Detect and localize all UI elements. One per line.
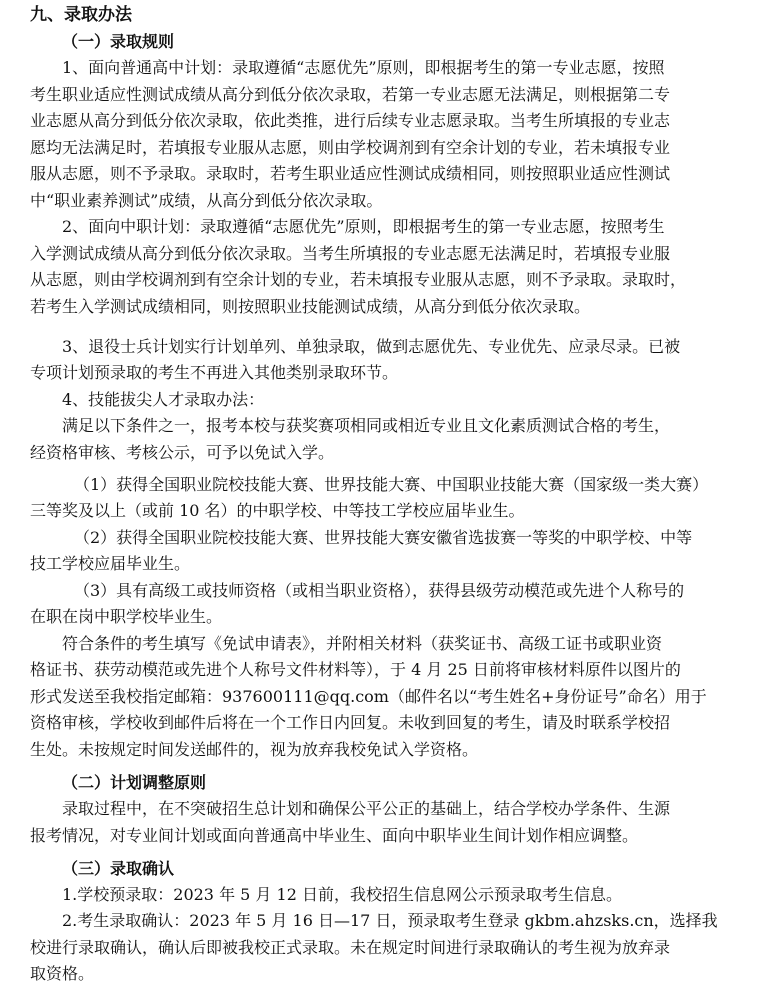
text-line: 形式发送至我校指定邮箱：937600111@qq.com（邮件名以“考生姓名+身份证号”命名）用于 xyxy=(30,687,707,706)
text-line: 4、技能拔尖人才录取办法： xyxy=(62,390,265,409)
text-line: 若考生入学测试成绩相同，则按照职业技能测试成绩，从高分到低分依次录取。 xyxy=(30,297,591,316)
text-line: （2）获得全国职业院校技能大赛、世界技能大赛安徽省选拔赛一等奖的中职学校、中等 xyxy=(74,528,693,547)
text-line: 考生职业适应性测试成绩从高分到低分依次录取，若第一专业志愿无法满足，则根据第二专 xyxy=(30,85,671,104)
text-line: 2、面向中职计划：录取遵循“志愿优先”原则，即根据考生的第一专业志愿，按照考生 xyxy=(62,217,665,236)
text-line: 业志愿从高分到低分依次录取，依此类推，进行后续专业志愿录取。当考生所填报的专业志 xyxy=(30,111,671,130)
text-line: 1.学校预录取：2023 年 5 月 12 日前，我校招生信息网公示预录取考生信息。 xyxy=(62,885,622,904)
text-line: 满足以下条件之一，报考本校与获奖赛项相同或相近专业且文化素质测试合格的考生， xyxy=(62,416,671,435)
text-line: 服从志愿，则不予录取。录取时，若考生职业适应性测试成绩相同，则按照职业适应性测试 xyxy=(30,164,671,183)
text-line: 校进行录取确认，确认后即被我校正式录取。未在规定时间进行录取确认的考生视为放弃录 xyxy=(30,938,671,957)
section-title: 九、录取办法 xyxy=(30,5,132,25)
text-line: 录取过程中，在不突破招生总计划和确保公平公正的基础上，结合学校办学条件、生源 xyxy=(62,799,671,818)
text-line: 3、退役士兵计划实行计划单列、单独录取，做到志愿优先、专业优先、应录尽录。已被 xyxy=(62,337,681,356)
text-line: 入学测试成绩从高分到低分依次录取。当考生所填报的专业志愿无法满足时，若填报专业服 xyxy=(30,244,671,263)
subsection-title-admission-rules: （一）录取规则 xyxy=(62,32,175,51)
text-line: 1、面向普通高中计划：录取遵循“志愿优先”原则，即根据考生的第一专业志愿，按照 xyxy=(62,58,665,77)
text-line: 格证书、获劳动模范或先进个人称号文件材料等），于 4 月 25 日前将审核材料原件以图片的 xyxy=(30,660,681,679)
text-line: 从志愿，则由学校调剂到有空余计划的专业，若未填报专业服从志愿，则不予录取。录取时， xyxy=(30,270,687,289)
text-line: 三等奖及以上（或前 10 名）的中职学校、中等技工学校应届毕业生。 xyxy=(30,501,525,520)
text-line: 中“职业素养测试”成绩，从高分到低分依次录取。 xyxy=(30,191,383,210)
text-line: （1）获得全国职业院校技能大赛、世界技能大赛、中国职业技能大赛（国家级一类大赛） xyxy=(74,475,709,494)
subsection-title-admission-confirmation: （三）录取确认 xyxy=(62,859,175,878)
text-line: 经资格审核、考核公示，可予以免试入学。 xyxy=(30,443,335,462)
text-line: 技工学校应届毕业生。 xyxy=(30,554,191,573)
text-line: 资格审核，学校收到邮件后将在一个工作日内回复。未收到回复的考生，请及时联系学校招 xyxy=(30,713,671,732)
text-line: 在职在岗中职学校毕业生。 xyxy=(30,607,223,626)
text-line: 报考情况，对专业间计划或面向普通高中毕业生、面向中职毕业生间计划作相应调整。 xyxy=(30,826,639,845)
text-line: 生处。未按规定时间发送邮件的，视为放弃我校免试入学资格。 xyxy=(30,740,479,759)
text-line: 愿均无法满足时，若填报专业服从志愿，则由学校调剂到有空余计划的专业，若未填报专业 xyxy=(30,138,671,157)
text-line: 符合条件的考生填写《免试申请表》，并附相关材料（获奖证书、高级工证书或职业资 xyxy=(62,634,663,653)
text-line: 2.考生录取确认：2023 年 5 月 16 日—17 日，预录取考生登录 gkbm.ahzsks.cn，选择我 xyxy=(62,911,718,930)
text-line: （3）具有高级工或技师资格（或相当职业资格），获得县级劳动模范或先进个人称号的 xyxy=(74,581,685,600)
text-line: 专项计划预录取的考生不再进入其他类别录取环节。 xyxy=(30,363,399,382)
subsection-title-plan-adjustment: （二）计划调整原则 xyxy=(62,773,207,792)
text-line: 取资格。 xyxy=(30,964,95,983)
